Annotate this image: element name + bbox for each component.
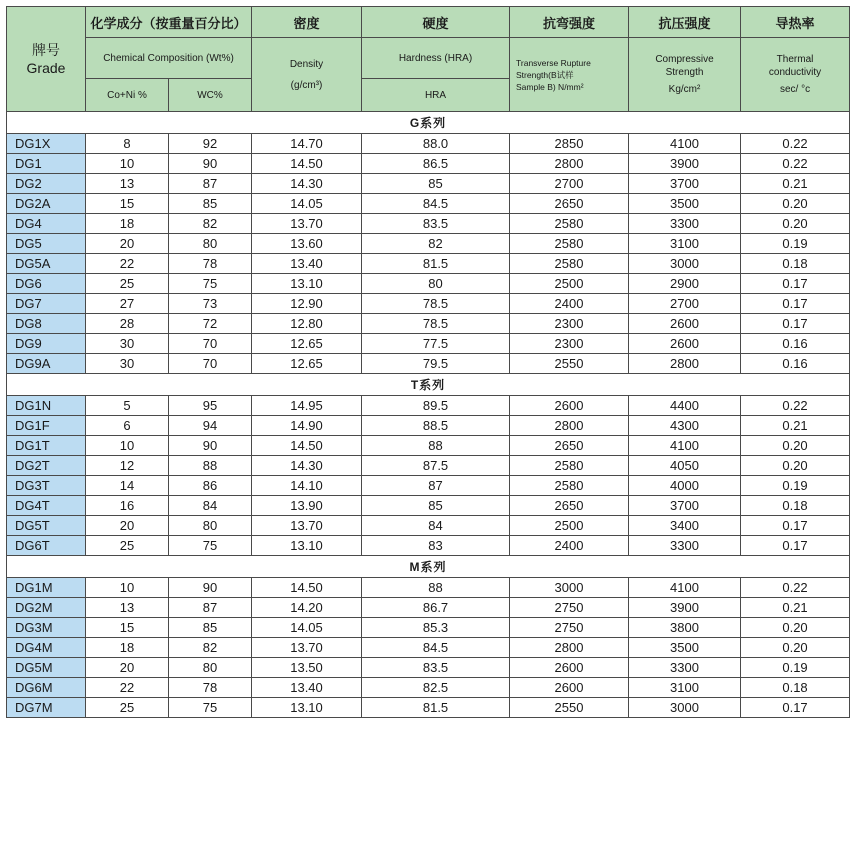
- grade-cell: DG1N: [7, 396, 86, 416]
- wc-cell: 78: [169, 678, 252, 698]
- thermal-cell: 0.22: [741, 578, 850, 598]
- co-ni-cell: 13: [86, 174, 169, 194]
- section-title: M系列: [7, 556, 850, 578]
- table-row: [7, 456, 850, 476]
- grade-cell: DG7M: [7, 698, 86, 718]
- table-row: [7, 476, 850, 496]
- co-ni-cell: 30: [86, 354, 169, 374]
- wc-cell: 90: [169, 578, 252, 598]
- grade-cell: DG8: [7, 314, 86, 334]
- co-ni-cell: 16: [86, 496, 169, 516]
- density-cell: 14.95: [252, 396, 362, 416]
- density-cell: 14.70: [252, 134, 362, 154]
- table-row: [7, 354, 850, 374]
- grade-cell: DG5A: [7, 254, 86, 274]
- grade-header-cn: 牌号: [32, 42, 60, 58]
- wc-cell: 87: [169, 598, 252, 618]
- compressive-cell: 3900: [629, 598, 741, 618]
- hardness-cell: 82.5: [362, 678, 510, 698]
- thermal-cell: 0.18: [741, 678, 850, 698]
- wc-cell: 75: [169, 274, 252, 294]
- grade-cell: DG4: [7, 214, 86, 234]
- co-ni-cell: 15: [86, 618, 169, 638]
- hardness-cell: 84.5: [362, 638, 510, 658]
- thermal-cell: 0.20: [741, 638, 850, 658]
- header-row-top: [7, 7, 850, 38]
- table-row: [7, 314, 850, 334]
- hardness-cell: 86.7: [362, 598, 510, 618]
- hardness-cell: 86.5: [362, 154, 510, 174]
- co-ni-cell: 20: [86, 516, 169, 536]
- thermal-cell: 0.17: [741, 294, 850, 314]
- co-ni-cell: 10: [86, 154, 169, 174]
- thermal-cell: 0.20: [741, 214, 850, 234]
- section-title: T系列: [7, 374, 850, 396]
- hardness-cell: 81.5: [362, 254, 510, 274]
- wc-cell: 88: [169, 456, 252, 476]
- trs-cell: 2650: [510, 496, 629, 516]
- density-cell: 13.40: [252, 678, 362, 698]
- hardness-cell: 78.5: [362, 294, 510, 314]
- compressive-header-en: [629, 38, 741, 112]
- grade-cell: DG1M: [7, 578, 86, 598]
- co-ni-cell: 6: [86, 416, 169, 436]
- density-cell: 13.10: [252, 274, 362, 294]
- table-row: [7, 334, 850, 354]
- composition-header-en: Chemical Composition (Wt%): [86, 38, 252, 79]
- hardness-header-en: Hardness (HRA): [362, 38, 510, 79]
- trs-cell: 2580: [510, 476, 629, 496]
- hardness-header-cn: 硬度: [362, 7, 510, 38]
- trs-cell: 2300: [510, 314, 629, 334]
- compressive-cell: 3500: [629, 194, 741, 214]
- grade-cell: DG9A: [7, 354, 86, 374]
- section-header-row: [7, 374, 850, 396]
- hardness-cell: 88.5: [362, 416, 510, 436]
- wc-cell: 82: [169, 638, 252, 658]
- table-row: [7, 254, 850, 274]
- density-cell: 14.20: [252, 598, 362, 618]
- density-cell: 13.70: [252, 516, 362, 536]
- density-unit: (g/cm³): [290, 79, 323, 91]
- thermal-label: Thermal conductivity: [768, 54, 822, 78]
- hardness-cell: 89.5: [362, 396, 510, 416]
- trs-cell: 2650: [510, 436, 629, 456]
- grade-cell: DG3M: [7, 618, 86, 638]
- hardness-cell: 83: [362, 536, 510, 556]
- wc-cell: 78: [169, 254, 252, 274]
- co-ni-cell: 22: [86, 254, 169, 274]
- compressive-header-cn: 抗压强度: [629, 7, 741, 38]
- composition-header-cn: 化学成分（按重量百分比）: [86, 7, 252, 38]
- hardness-cell: 85: [362, 174, 510, 194]
- compressive-cell: 3300: [629, 536, 741, 556]
- compressive-unit: Kg/cm²: [668, 84, 701, 95]
- density-cell: 14.05: [252, 194, 362, 214]
- table-row: [7, 234, 850, 254]
- co-ni-cell: 10: [86, 436, 169, 456]
- hardness-cell: 84: [362, 516, 510, 536]
- trs-label-1: Transverse Rupture: [516, 57, 591, 68]
- compressive-cell: 4300: [629, 416, 741, 436]
- grade-cell: DG2: [7, 174, 86, 194]
- wc-unit-header: WC%: [169, 79, 252, 112]
- grade-cell: DG1T: [7, 436, 86, 456]
- wc-cell: 90: [169, 154, 252, 174]
- wc-cell: 86: [169, 476, 252, 496]
- density-cell: 12.90: [252, 294, 362, 314]
- compressive-cell: 2800: [629, 354, 741, 374]
- density-cell: 12.80: [252, 314, 362, 334]
- density-cell: 13.40: [252, 254, 362, 274]
- co-ni-cell: 5: [86, 396, 169, 416]
- trs-cell: 2600: [510, 678, 629, 698]
- thermal-cell: 0.19: [741, 476, 850, 496]
- hardness-cell: 78.5: [362, 314, 510, 334]
- density-cell: 14.30: [252, 174, 362, 194]
- compressive-cell: 2600: [629, 334, 741, 354]
- trs-cell: 2580: [510, 456, 629, 476]
- trs-cell: 2580: [510, 234, 629, 254]
- compressive-cell: 4100: [629, 436, 741, 456]
- density-cell: 13.50: [252, 658, 362, 678]
- trs-cell: 2600: [510, 396, 629, 416]
- thermal-cell: 0.20: [741, 436, 850, 456]
- compressive-cell: 3700: [629, 496, 741, 516]
- wc-cell: 75: [169, 536, 252, 556]
- thermal-cell: 0.18: [741, 496, 850, 516]
- wc-cell: 82: [169, 214, 252, 234]
- wc-cell: 80: [169, 658, 252, 678]
- hardness-cell: 80: [362, 274, 510, 294]
- density-cell: 14.50: [252, 154, 362, 174]
- table-row: [7, 638, 850, 658]
- co-ni-cell: 12: [86, 456, 169, 476]
- grade-cell: DG3T: [7, 476, 86, 496]
- thermal-cell: 0.17: [741, 314, 850, 334]
- compressive-cell: 3000: [629, 254, 741, 274]
- trs-cell: 3000: [510, 578, 629, 598]
- thermal-cell: 0.21: [741, 598, 850, 618]
- trs-cell: 2550: [510, 354, 629, 374]
- co-ni-cell: 10: [86, 578, 169, 598]
- trs-label-3: Sample B) N/mm²: [516, 81, 584, 92]
- compressive-cell: 3500: [629, 638, 741, 658]
- density-cell: 14.05: [252, 618, 362, 638]
- wc-cell: 95: [169, 396, 252, 416]
- trs-cell: 2750: [510, 598, 629, 618]
- thermal-cell: 0.22: [741, 134, 850, 154]
- density-cell: 14.10: [252, 476, 362, 496]
- table-row: [7, 516, 850, 536]
- trs-cell: 2400: [510, 294, 629, 314]
- wc-cell: 85: [169, 194, 252, 214]
- grade-table-sheet: [6, 6, 849, 846]
- wc-cell: 70: [169, 334, 252, 354]
- trs-cell: 2550: [510, 698, 629, 718]
- wc-cell: 85: [169, 618, 252, 638]
- grade-header: [7, 7, 86, 112]
- table-row: [7, 698, 850, 718]
- grade-cell: DG4M: [7, 638, 86, 658]
- co-ni-cell: 25: [86, 274, 169, 294]
- trs-label-2: Strength(B试样: [516, 69, 574, 80]
- compressive-cell: 2900: [629, 274, 741, 294]
- density-cell: 13.10: [252, 536, 362, 556]
- hardness-cell: 83.5: [362, 658, 510, 678]
- compressive-cell: 3000: [629, 698, 741, 718]
- density-cell: 13.60: [252, 234, 362, 254]
- table-row: [7, 618, 850, 638]
- grade-cell: DG1: [7, 154, 86, 174]
- density-cell: 14.90: [252, 416, 362, 436]
- table-row: [7, 154, 850, 174]
- compressive-cell: 3800: [629, 618, 741, 638]
- wc-cell: 90: [169, 436, 252, 456]
- co-ni-cell: 28: [86, 314, 169, 334]
- hardness-cell: 87.5: [362, 456, 510, 476]
- compressive-cell: 4400: [629, 396, 741, 416]
- trs-header-cn: 抗弯强度: [510, 7, 629, 38]
- density-cell: 13.70: [252, 638, 362, 658]
- grade-properties-table: [6, 6, 850, 718]
- density-cell: 13.10: [252, 698, 362, 718]
- hardness-cell: 85: [362, 496, 510, 516]
- table-row: [7, 678, 850, 698]
- hardness-cell: 87: [362, 476, 510, 496]
- hardness-cell: 79.5: [362, 354, 510, 374]
- compressive-cell: 2700: [629, 294, 741, 314]
- table-row: [7, 174, 850, 194]
- table-row: [7, 274, 850, 294]
- density-cell: 12.65: [252, 334, 362, 354]
- co-ni-cell: 8: [86, 134, 169, 154]
- grade-cell: DG2A: [7, 194, 86, 214]
- grade-cell: DG7: [7, 294, 86, 314]
- co-ni-cell: 25: [86, 536, 169, 556]
- grade-cell: DG6: [7, 274, 86, 294]
- hardness-cell: 88: [362, 436, 510, 456]
- thermal-header-cn: 导热率: [741, 7, 850, 38]
- table-row: [7, 134, 850, 154]
- thermal-cell: 0.22: [741, 154, 850, 174]
- density-cell: 13.90: [252, 496, 362, 516]
- thermal-cell: 0.18: [741, 254, 850, 274]
- wc-cell: 80: [169, 516, 252, 536]
- wc-cell: 80: [169, 234, 252, 254]
- grade-cell: DG6M: [7, 678, 86, 698]
- compressive-cell: 3300: [629, 658, 741, 678]
- trs-cell: 2500: [510, 274, 629, 294]
- grade-cell: DG5: [7, 234, 86, 254]
- trs-cell: 2580: [510, 254, 629, 274]
- thermal-cell: 0.20: [741, 456, 850, 476]
- trs-cell: 2580: [510, 214, 629, 234]
- trs-cell: 2500: [510, 516, 629, 536]
- hardness-cell: 77.5: [362, 334, 510, 354]
- hardness-cell: 85.3: [362, 618, 510, 638]
- section-header-row: [7, 112, 850, 134]
- table-row: [7, 578, 850, 598]
- table-row: [7, 396, 850, 416]
- density-cell: 14.50: [252, 436, 362, 456]
- co-ni-cell: 14: [86, 476, 169, 496]
- co-ni-cell: 18: [86, 638, 169, 658]
- wc-cell: 94: [169, 416, 252, 436]
- compressive-cell: 2600: [629, 314, 741, 334]
- thermal-cell: 0.16: [741, 354, 850, 374]
- thermal-unit: sec/ °c: [779, 84, 811, 95]
- co-ni-cell: 13: [86, 598, 169, 618]
- compressive-cell: 4050: [629, 456, 741, 476]
- trs-cell: 2800: [510, 638, 629, 658]
- table-row: [7, 416, 850, 436]
- density-cell: 12.65: [252, 354, 362, 374]
- co-ni-cell: 20: [86, 658, 169, 678]
- grade-cell: DG9: [7, 334, 86, 354]
- compressive-cell: 3100: [629, 234, 741, 254]
- trs-cell: 2650: [510, 194, 629, 214]
- thermal-cell: 0.17: [741, 274, 850, 294]
- compressive-cell: 4100: [629, 578, 741, 598]
- grade-header-en: Grade: [26, 60, 66, 76]
- thermal-cell: 0.20: [741, 618, 850, 638]
- table-row: [7, 598, 850, 618]
- thermal-cell: 0.19: [741, 234, 850, 254]
- thermal-cell: 0.17: [741, 516, 850, 536]
- density-header-en: [252, 38, 362, 112]
- hardness-cell: 83.5: [362, 214, 510, 234]
- wc-cell: 72: [169, 314, 252, 334]
- compressive-cell: 3700: [629, 174, 741, 194]
- wc-cell: 92: [169, 134, 252, 154]
- table-body: [7, 7, 850, 718]
- thermal-cell: 0.16: [741, 334, 850, 354]
- hardness-cell: 81.5: [362, 698, 510, 718]
- co-ni-cell: 18: [86, 214, 169, 234]
- grade-cell: DG1X: [7, 134, 86, 154]
- co-ni-cell: 30: [86, 334, 169, 354]
- trs-cell: 2750: [510, 618, 629, 638]
- compressive-label: Compressive Strength: [655, 54, 714, 78]
- grade-cell: DG5M: [7, 658, 86, 678]
- grade-cell: DG2M: [7, 598, 86, 618]
- table-row: [7, 658, 850, 678]
- wc-cell: 84: [169, 496, 252, 516]
- thermal-cell: 0.17: [741, 536, 850, 556]
- compressive-cell: 3300: [629, 214, 741, 234]
- trs-cell: 2600: [510, 658, 629, 678]
- trs-header-en: [510, 38, 629, 112]
- thermal-cell: 0.17: [741, 698, 850, 718]
- hardness-unit-header: HRA: [362, 79, 510, 112]
- compressive-cell: 3900: [629, 154, 741, 174]
- table-row: [7, 194, 850, 214]
- thermal-cell: 0.20: [741, 194, 850, 214]
- grade-cell: DG2T: [7, 456, 86, 476]
- co-ni-cell: 15: [86, 194, 169, 214]
- co-ni-cell: 20: [86, 234, 169, 254]
- thermal-cell: 0.19: [741, 658, 850, 678]
- density-cell: 14.30: [252, 456, 362, 476]
- thermal-header-en: [741, 38, 850, 112]
- compressive-cell: 4100: [629, 134, 741, 154]
- grade-cell: DG4T: [7, 496, 86, 516]
- density-cell: 13.70: [252, 214, 362, 234]
- thermal-cell: 0.21: [741, 174, 850, 194]
- compressive-cell: 3100: [629, 678, 741, 698]
- wc-cell: 73: [169, 294, 252, 314]
- table-row: [7, 214, 850, 234]
- thermal-cell: 0.21: [741, 416, 850, 436]
- thermal-cell: 0.22: [741, 396, 850, 416]
- density-label: Density: [289, 58, 324, 70]
- trs-cell: 2700: [510, 174, 629, 194]
- grade-cell: DG1F: [7, 416, 86, 436]
- table-row: [7, 436, 850, 456]
- section-title: G系列: [7, 112, 850, 134]
- table-row: [7, 294, 850, 314]
- co-ni-cell: 25: [86, 698, 169, 718]
- table-row: [7, 496, 850, 516]
- trs-cell: 2400: [510, 536, 629, 556]
- density-cell: 14.50: [252, 578, 362, 598]
- co-ni-unit-header: Co+Ni %: [86, 79, 169, 112]
- co-ni-cell: 27: [86, 294, 169, 314]
- hardness-cell: 82: [362, 234, 510, 254]
- trs-cell: 2300: [510, 334, 629, 354]
- trs-cell: 2800: [510, 154, 629, 174]
- co-ni-cell: 22: [86, 678, 169, 698]
- hardness-cell: 84.5: [362, 194, 510, 214]
- header-row-mid: [7, 38, 850, 79]
- wc-cell: 87: [169, 174, 252, 194]
- trs-cell: 2850: [510, 134, 629, 154]
- hardness-cell: 88.0: [362, 134, 510, 154]
- grade-cell: DG5T: [7, 516, 86, 536]
- wc-cell: 70: [169, 354, 252, 374]
- wc-cell: 75: [169, 698, 252, 718]
- trs-cell: 2800: [510, 416, 629, 436]
- section-header-row: [7, 556, 850, 578]
- grade-cell: DG6T: [7, 536, 86, 556]
- compressive-cell: 4000: [629, 476, 741, 496]
- density-header-cn: 密度: [252, 7, 362, 38]
- hardness-cell: 88: [362, 578, 510, 598]
- table-row: [7, 536, 850, 556]
- compressive-cell: 3400: [629, 516, 741, 536]
